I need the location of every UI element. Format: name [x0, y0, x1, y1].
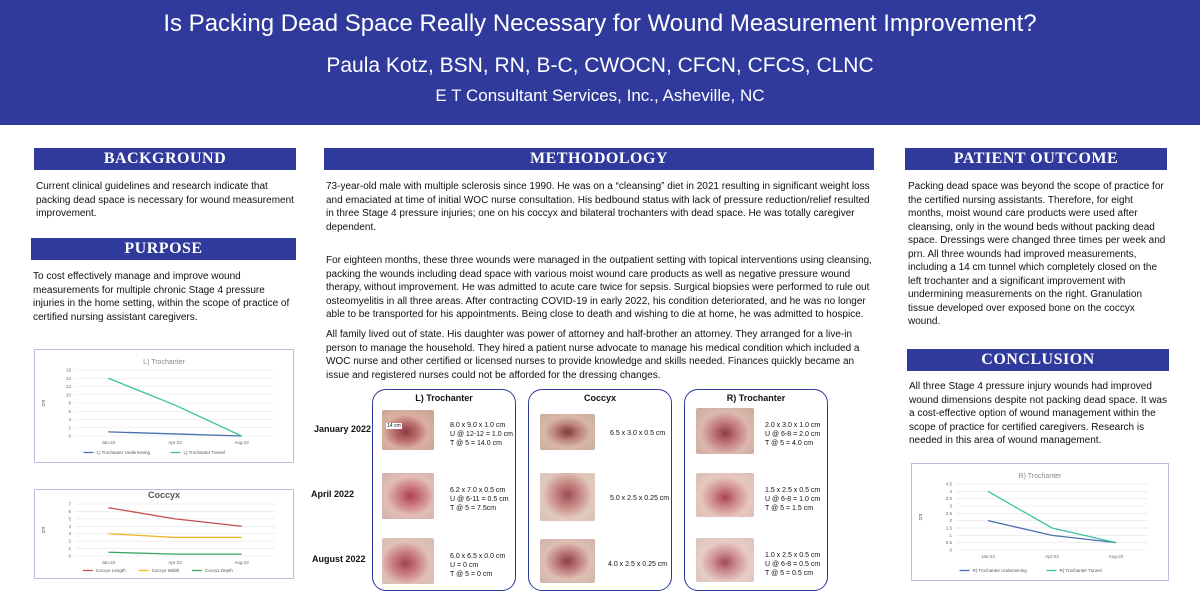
y-tick-label: 1.5: [945, 525, 952, 531]
y-tick-label: 12: [65, 384, 71, 389]
chart-l-trochanter: [34, 349, 294, 463]
chart-coccyx-svg: [35, 490, 293, 578]
organization-line: E T Consultant Services, Inc., Asheville, NC: [435, 86, 765, 105]
y-tick-label: 16: [65, 367, 71, 373]
y-tick-label: 0: [949, 547, 952, 553]
purpose-heading: PURPOSE: [31, 238, 296, 260]
card-r-trochanter: [684, 389, 828, 591]
measurement-line: 6.5 x 3.0 x 0.5 cm: [610, 430, 666, 437]
row-label-jan: January 2022: [314, 424, 372, 434]
wound-photo: [696, 408, 754, 454]
measurement-block: [765, 486, 820, 513]
chart-r-trochanter: [911, 463, 1169, 581]
patient-outcome-heading: PATIENT OUTCOME: [905, 148, 1167, 170]
measurement-line: U @ 6-11 = 0.5 cm: [450, 496, 509, 503]
row-label-aug: August 2022: [312, 554, 366, 564]
card-title: Coccyx: [583, 393, 617, 403]
patient-outcome-text: Packing dead space was beyond the scope of practice for the certified nursing assistants. Therefore, for eight months, moist wound care products were used after cleansing, only in the wound beds without packing dead space. Dressings were changed three times per week and prn. All three wounds had improved measurements, including a 14 cm tunnel which completely closed on the left trochanter and a significant improvement with undermining measurements on the right. Granulation tissue developed over exposed bone on the coccyx wound.: [908, 181, 1166, 327]
series-line: [108, 534, 241, 538]
y-tick-label: 1: [68, 546, 71, 552]
y-tick-label: 6: [68, 508, 71, 514]
legend-label: R) Trochanter Undermining: [972, 568, 1027, 573]
series-line: [108, 378, 241, 436]
series-line: [988, 521, 1116, 543]
legend-label: R) Trochanter Tunnel: [1059, 568, 1102, 573]
y-tick-label: 4: [68, 523, 71, 529]
y-tick-label: 4.5: [945, 481, 952, 487]
measurement-line: T @ 5 = 7.5cm: [450, 505, 497, 512]
photo-tag: 14 cm: [387, 423, 401, 429]
measurement-line: 1.0 x 2.5 x 0.5 cm: [765, 552, 821, 559]
measurement-line: U @ 6-8 = 2.0 cm: [765, 431, 821, 438]
wound-photo: [382, 538, 434, 584]
y-tick-label: 3: [68, 531, 71, 537]
conclusion-text: All three Stage 4 pressure injury wounds had improved wound dimensions despite not packing dead space. It was a cost-effective option of wound management within the scope of practice for certified caregivers. Research is needed in this area of wound management.: [909, 381, 1167, 446]
measurement-line: U @ 6-8 = 1.0 cm: [765, 496, 821, 503]
wound-photo: [696, 538, 754, 582]
poster-title: Is Packing Dead Space Really Necessary for Wound Measurement Improvement?: [163, 10, 1037, 37]
chart-title: R) Trochanter: [1018, 473, 1062, 480]
legend-label: L) Trochanter Undermining: [96, 450, 151, 455]
y-tick-label: 3: [949, 503, 952, 509]
measurement-block: [450, 421, 513, 448]
chart-r-trochanter-svg: [912, 464, 1168, 580]
row-label-apr: April 2022: [311, 489, 355, 499]
y-tick-label: 2: [68, 425, 71, 431]
measurement-block: [765, 551, 820, 578]
series-line: [108, 432, 241, 436]
y-axis-label: cm: [918, 513, 924, 521]
measurement-line: T @ 5 = 0.5 cm: [765, 570, 814, 577]
y-tick-label: 0: [68, 553, 71, 559]
legend-label: L) Trochanter Tunnel: [183, 450, 226, 455]
measurement-block: [450, 552, 505, 579]
measurement-block: [765, 421, 820, 448]
y-tick-label: 4: [68, 417, 71, 422]
author-line: Paula Kotz, BSN, RN, B-C, CWOCN, CFCN, CFCS, CLNC: [326, 54, 874, 77]
measurement-line: T @ 5 = 1.5 cm: [765, 505, 814, 512]
x-tick-label: Aug-22: [234, 560, 249, 565]
measurement-block: [608, 560, 667, 569]
y-tick-label: 0.5: [945, 540, 952, 546]
methodology-para-3: All family lived out of state. His daughter was power of attorney and half-brother an attorney. They arranged for a live-in person to manage the household. They hired a patient nurse advocate to manage his medical condition which included a WOC nurse and other certified or licensed nurses to provide knowledge and skills needed. Finances quickly became an issue and registered nurses could not be afforded for the dressing changes.: [326, 329, 860, 381]
x-tick-label: Apr-22: [168, 440, 182, 445]
chart-title: L) Trochanter: [143, 359, 185, 366]
card-title: L) Trochanter: [415, 393, 473, 403]
x-tick-label: Aug-22: [234, 440, 249, 445]
y-tick-label: 6: [68, 408, 71, 414]
measurement-line: U @ 6-8 = 0.5 cm: [765, 561, 821, 568]
measurement-line: T @ 5 = 0 cm: [450, 571, 493, 578]
methodology-para-1: 73-year-old male with multiple sclerosis since 1990. He was on a “cleansing” diet in 2021 resulting in significant weight loss and emaciated at time of initial WOC nurse consultation. His bedbound status with lack of pressure reduction/relief resulted in three Stage 4 pressure injuries; one on his coccyx and bilateral trochanters with dead space. He was totally caregiver dependent.: [326, 181, 870, 233]
measurement-line: 2.0 x 3.0 x 1.0 cm: [765, 422, 821, 429]
wound-photo: [540, 473, 595, 521]
card-l-trochanter: [372, 389, 516, 591]
chart-coccyx: [34, 489, 294, 579]
series-line: [108, 508, 241, 527]
measurement-line: 1.5 x 2.5 x 0.5 cm: [765, 487, 821, 494]
wound-photo: [382, 473, 434, 519]
y-tick-label: 10: [65, 392, 71, 398]
y-tick-label: 2: [68, 538, 71, 544]
measurement-line: 6.0 x 6.5 x 0.0 cm: [450, 553, 506, 560]
card-title: R) Trochanter: [726, 393, 786, 403]
chart-l-trochanter-svg: [35, 350, 293, 462]
measurement-line: 5.0 x 2.5 x 0.25 cm: [610, 495, 670, 502]
measurement-line: U @ 12-12 = 1.0 cm: [450, 431, 513, 438]
measurement-line: T @ 5 = 14.0 cm: [450, 440, 502, 447]
purpose-text: To cost effectively manage and improve wound measurements for multiple chronic Stage 4 pressure injuries in the home setting, within the scope of practice of certified nursing assistant caregivers.: [33, 271, 290, 323]
y-tick-label: 5: [68, 516, 71, 522]
y-axis-label: cm: [41, 526, 47, 534]
card-coccyx: [528, 389, 672, 591]
methodology-para-2: For eighteen months, these three wounds were managed in the outpatient setting with topical interventions using cleansing, packing the wounds including dead space with various moist wound care products as well as negative pressure wound therapy, without improvement. He was admitted to acute care twice for sepsis. Surgical biopsies were performed to rule out osteomyelitis in all three areas. After contracting COVID-19 in early 2022, his condition deteriorated, and he was no longer able to be transported for his appointments. Being close to death and wishing to die at home, he was admitted to hospice.: [326, 255, 872, 320]
measurement-line: 4.0 x 2.5 x 0.25 cm: [608, 561, 668, 568]
measurement-block: [450, 486, 509, 513]
x-tick-label: Apr-22: [1045, 554, 1059, 559]
x-tick-label: Apr-22: [168, 560, 182, 565]
y-tick-label: 2.5: [945, 510, 952, 516]
measurement-block: [610, 429, 665, 438]
poster-header: [0, 0, 1200, 125]
y-tick-label: 3.5: [945, 496, 952, 502]
legend-label: Coccyx Width: [151, 568, 180, 573]
y-tick-label: 1: [949, 532, 952, 538]
legend-label: Coccyx Depth: [204, 568, 233, 573]
conclusion-heading: CONCLUSION: [907, 349, 1169, 371]
y-tick-label: 4: [949, 488, 952, 494]
x-tick-label: Jan-22: [101, 560, 116, 565]
wound-photo: [540, 414, 595, 450]
background-heading: BACKGROUND: [34, 148, 296, 170]
legend-label: Coccyx Length: [95, 568, 126, 573]
y-tick-label: 7: [68, 501, 71, 507]
measurement-block: [610, 494, 669, 503]
measurement-line: 6.2 x 7.0 x 0.5 cm: [450, 487, 506, 494]
wound-photo: [540, 539, 595, 583]
y-tick-label: 8: [68, 400, 71, 406]
x-tick-label: Jan-22: [981, 554, 995, 559]
chart-title: Coccyx: [147, 490, 181, 500]
measurement-line: T @ 5 = 4.0 cm: [765, 440, 814, 447]
y-tick-label: 2: [949, 518, 952, 524]
wound-photo: [696, 473, 754, 517]
x-tick-label: Aug-22: [1108, 554, 1124, 559]
y-axis-label: cm: [41, 399, 47, 407]
wound-photo: [382, 410, 434, 450]
measurement-line: 8.0 x 9.0 x 1.0 cm: [450, 422, 506, 429]
background-text: Current clinical guidelines and research indicate that packing dead space is necessary for wound measurement improvement.: [36, 181, 294, 219]
measurement-line: U = 0 cm: [450, 562, 479, 569]
y-tick-label: 0: [68, 433, 71, 439]
methodology-heading: METHODOLOGY: [324, 148, 874, 170]
series-line: [108, 552, 241, 554]
x-tick-label: Jan-22: [101, 440, 116, 445]
y-tick-label: 14: [65, 375, 71, 381]
